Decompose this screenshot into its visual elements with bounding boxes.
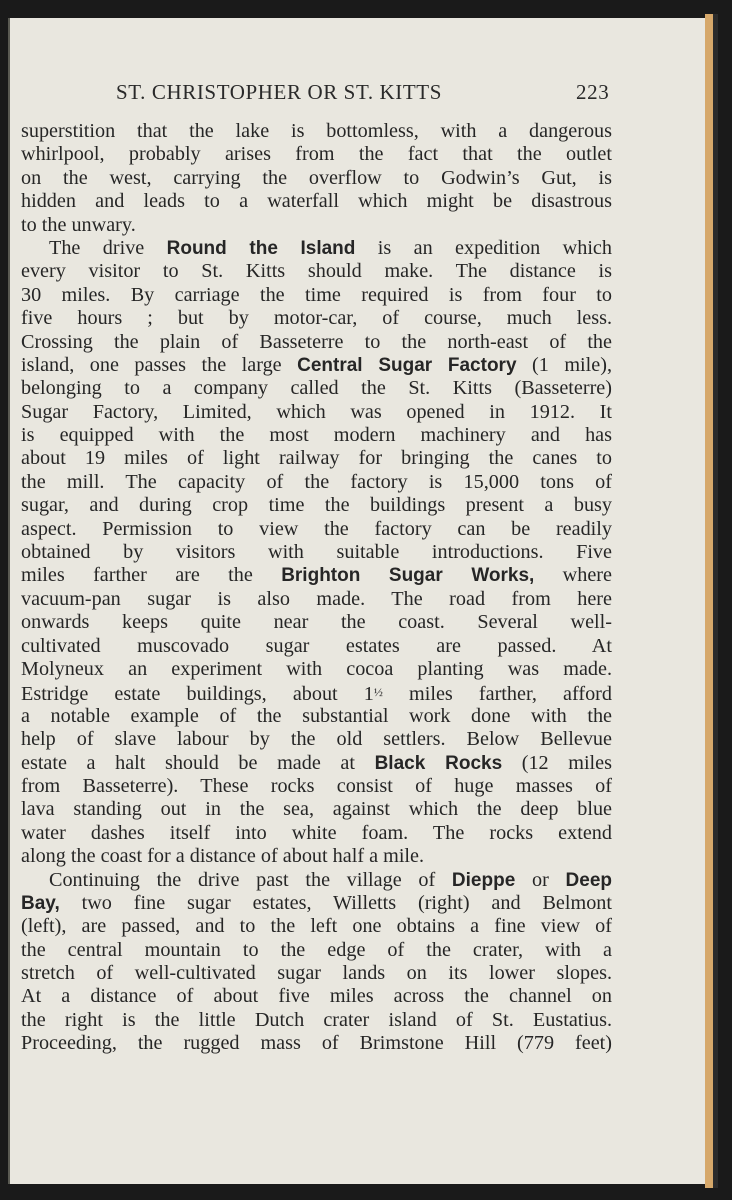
text-segment: miles farther, afford (382, 683, 612, 706)
text-segment: lava standing out in the sea, against which the deep blue (21, 798, 612, 821)
text-line (21, 845, 612, 868)
book-spine-edge (713, 14, 718, 1188)
text-line (21, 635, 612, 658)
text-segment: Estridge estate buildings, about 1 (21, 683, 374, 706)
text-line (21, 962, 612, 985)
text-segment: two fine sugar estates, Willetts (right) and Belmont (59, 891, 612, 914)
text-segment: obtained by visitors with suitable introductions. Five (21, 541, 612, 564)
bold-place-name: Bay, (21, 892, 60, 914)
text-segment: cultivated muscovado sugar estates are passed. At (21, 634, 612, 657)
text-segment: from Basseterre). These rocks consist of huge masses of (21, 774, 612, 797)
text-line (21, 214, 612, 237)
text-segment: about 19 miles of light railway for bringing the canes to (21, 447, 612, 470)
text-line (21, 798, 612, 821)
text-segment: or (515, 868, 566, 891)
text-segment: on the west, carrying the overflow to Godwin’s Gut, is (21, 166, 612, 189)
text-line (21, 775, 612, 798)
text-line (21, 869, 612, 892)
text-segment: the mill. The capacity of the factory is 15,000 tons of (21, 470, 612, 493)
text-line (21, 985, 612, 1008)
text-segment: a notable example of the substantial work done with the (21, 704, 612, 727)
text-segment: estate a halt should be made at (21, 751, 375, 774)
text-segment: Continuing the drive past the village of (49, 868, 452, 891)
text-line (21, 588, 612, 611)
text-segment: (12 miles (502, 751, 612, 774)
running-header (0, 78, 732, 108)
text-line (21, 611, 612, 634)
body-text (21, 120, 612, 1056)
text-line (21, 331, 612, 354)
text-line (21, 167, 612, 190)
text-segment: island, one passes the large (21, 353, 298, 376)
text-line (21, 494, 612, 517)
text-line (21, 377, 612, 400)
text-line (21, 260, 612, 283)
text-segment: At a distance of about five miles across the channel on (21, 985, 612, 1008)
text-line (21, 447, 612, 470)
text-segment: every visitor to St. Kitts should make. The distance is (21, 260, 612, 283)
text-segment: the right is the little Dutch crater island of St. Eustatius. (21, 1008, 612, 1031)
text-line (21, 705, 612, 728)
page-edge (705, 14, 713, 1188)
text-segment: whirlpool, probably arises from the fact that the outlet (21, 143, 612, 166)
text-segment: where (534, 564, 612, 587)
text-segment: the central mountain to the edge of the crater, with a (21, 938, 612, 961)
text-segment: is equipped with the most modern machinery and has (21, 424, 612, 447)
text-line (21, 518, 612, 541)
text-segment: onwards keeps quite near the coast. Several well- (21, 611, 612, 634)
text-segment: water dashes itself into white foam. The rocks extend (21, 821, 612, 844)
text-line (21, 471, 612, 494)
text-segment: 30 miles. By carriage the time required is from four to (21, 283, 612, 306)
text-segment: Crossing the plain of Basseterre to the north-east of the (21, 330, 612, 353)
bold-place-name: Dieppe (451, 869, 516, 891)
text-segment: (left), are passed, and to the left one obtains a fine view of (21, 915, 612, 938)
text-line (21, 424, 612, 447)
text-segment: aspect. Permission to view the factory can be readily (21, 517, 612, 540)
text-line (21, 564, 612, 587)
text-segment: Molyneux an experiment with cocoa planting was made. (21, 657, 612, 680)
bold-place-name: Central Sugar Factory (297, 354, 517, 376)
text-segment: (1 mile), (516, 353, 612, 376)
text-line (21, 1009, 612, 1032)
text-segment: sugar, and during crop time the buildings present a busy (21, 494, 612, 517)
bold-place-name: Deep (565, 869, 612, 891)
text-segment: is an expedition which (355, 236, 612, 259)
text-segment: belonging to a company called the St. Kitts (Basseterre) (21, 377, 612, 400)
text-segment: The drive (49, 236, 167, 259)
text-line (21, 658, 612, 681)
text-line (21, 681, 612, 704)
text-segment: to the unwary. (21, 213, 136, 236)
fraction: ½ (373, 685, 383, 700)
text-segment: vacuum-pan sugar is also made. The road from here (21, 587, 612, 610)
bold-place-name: Round the Island (166, 237, 356, 259)
page-number: 223 (576, 80, 610, 104)
text-line (21, 892, 612, 915)
bold-place-name: Brighton Sugar Works, (281, 565, 535, 587)
text-segment: Proceeding, the rugged mass of Brimstone Hill (779 feet) (21, 1032, 612, 1055)
text-line (21, 1032, 612, 1055)
text-segment: miles farther are the (21, 564, 282, 587)
text-line (21, 939, 612, 962)
text-segment: stretch of well-cultivated sugar lands on its lower slopes. (21, 962, 612, 985)
text-segment: superstition that the lake is bottomless, with a dangerous (21, 120, 612, 142)
text-line (21, 120, 612, 143)
text-line (21, 401, 612, 424)
text-segment: along the coast for a distance of about half a mile. (21, 845, 425, 868)
text-segment: Sugar Factory, Limited, which was opened in 1912. It (21, 400, 612, 423)
text-segment: help of slave labour by the old settlers. Below Bellevue (21, 728, 612, 751)
text-line (21, 284, 612, 307)
text-line (21, 915, 612, 938)
text-line (21, 822, 612, 845)
text-segment: hidden and leads to a waterfall which might be disastrous (21, 190, 612, 213)
text-segment: five hours ; but by motor-car, of course, much less. (21, 307, 612, 330)
text-line (21, 728, 612, 751)
text-line (21, 190, 612, 213)
text-line (21, 752, 612, 775)
text-line (21, 237, 612, 260)
text-line (21, 307, 612, 330)
text-line (21, 541, 612, 564)
bold-place-name: Black Rocks (374, 752, 503, 774)
text-line (21, 354, 612, 377)
text-line (21, 143, 612, 166)
running-title: ST. CHRISTOPHER OR ST. KITTS (116, 80, 443, 104)
